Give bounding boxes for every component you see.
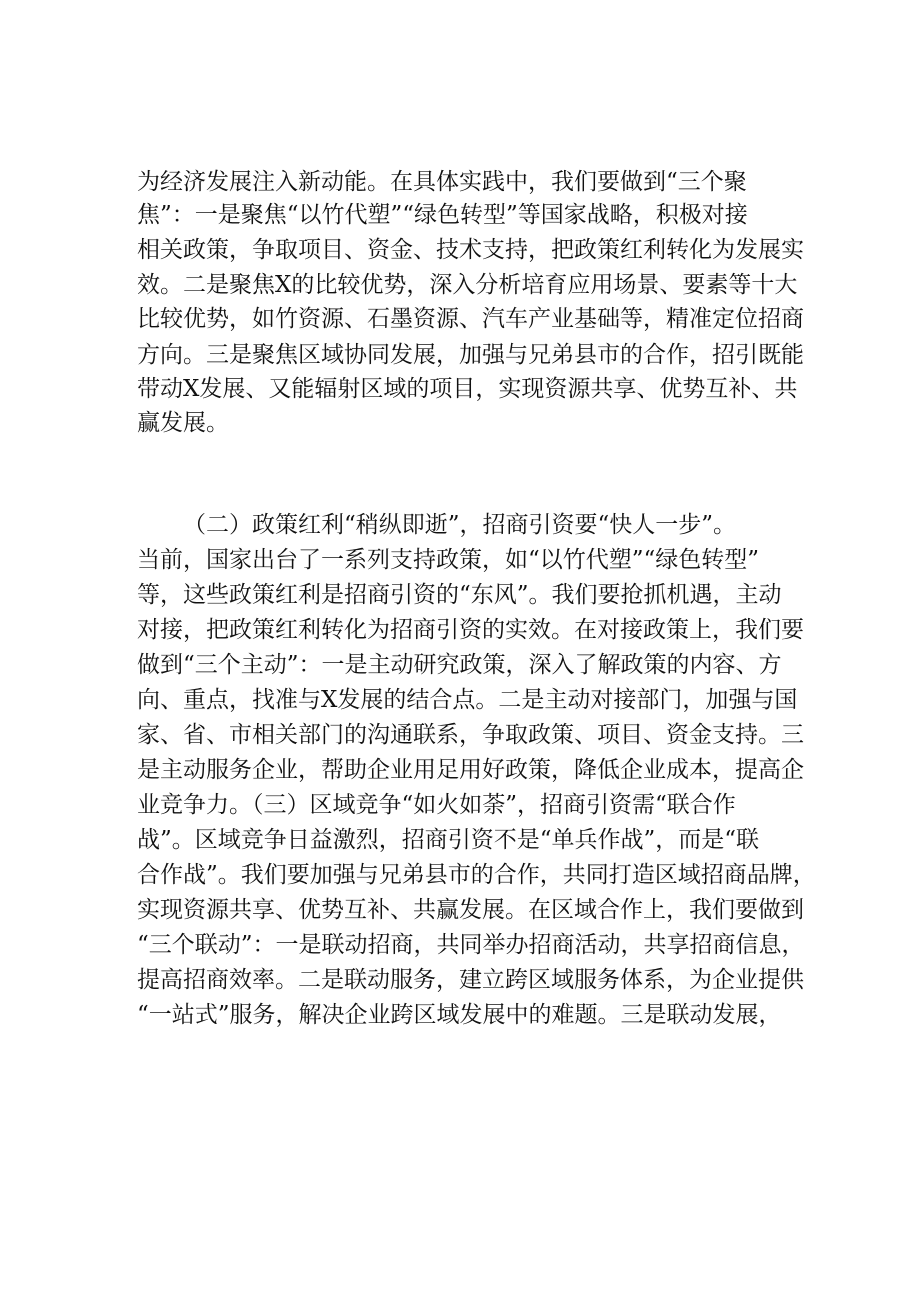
text-line: 比较优势，如竹资源、石墨资源、汽车产业基础等，精准定位招商 [137,306,804,332]
text-line: “一站式”服务，解决企业跨区域发展中的难题。三是联动发展， [137,1002,782,1028]
text-line: 是主动服务企业，帮助企业用足用好政策，降低企业成本，提高企 [137,757,804,783]
section-heading: （二）政策红利“稍纵即逝”，招商引资要“快人一步”。 [183,512,737,538]
text-line: 合作战”。我们要加强与兄弟县市的合作，共同打造区域招商品牌， [137,862,816,888]
text-line: 实现资源共享、优势互补、共赢发展。在区域合作上，我们要做到 [137,897,804,923]
text-line: 方向。三是聚焦区域协同发展，加强与兄弟县市的合作，招引既能 [137,342,804,368]
text-line: 焦”：一是聚焦“以竹代塑”“绿色转型”等国家战略，积极对接 [137,202,748,228]
text-line: 战”。区域竞争日益激烈，招商引资不是“单兵作战”，而是“联 [137,827,760,853]
text-line: 效。二是聚焦X的比较优势，深入分析培育应用场景、要素等十大 [137,272,798,298]
text-line: 赢发展。 [137,410,229,436]
text-line: 对接，把政策红利转化为招商引资的实效。在对接政策上，我们要 [137,617,804,643]
text-line: 为经济发展注入新动能。在具体实践中，我们要做到“三个聚 [137,169,747,195]
text-line: 等，这些政策红利是招商引资的“东风”。我们要抢抓机遇，主动 [137,582,782,608]
text-line: 家、省、市相关部门的沟通联系，争取政策、项目、资金支持。三 [137,722,804,748]
text-line: 做到“三个主动”：一是主动研究政策，深入了解政策的内容、方 [137,652,782,678]
text-line: 向、重点，找准与X发展的结合点。二是主动对接部门，加强与国 [137,687,798,713]
text-line: 业竞争力。（三）区域竞争“如火如荼”，招商引资需“联合作 [137,792,736,818]
text-line: 相关政策，争取项目、资金、技术支持，把政策红利转化为发展实 [137,237,804,263]
text-line: 带动X发展、又能辐射区域的项目，实现资源共享、优势互补、共 [137,376,798,402]
text-line: 当前，国家出台了一系列支持政策，如“以竹代塑”“绿色转型” [137,547,760,573]
text-line: “三个联动”：一是联动招商，共同举办招商活动，共享招商信息， [137,932,805,958]
text-line: 提高招商效率。二是联动服务，建立跨区域服务体系，为企业提供 [137,967,804,993]
